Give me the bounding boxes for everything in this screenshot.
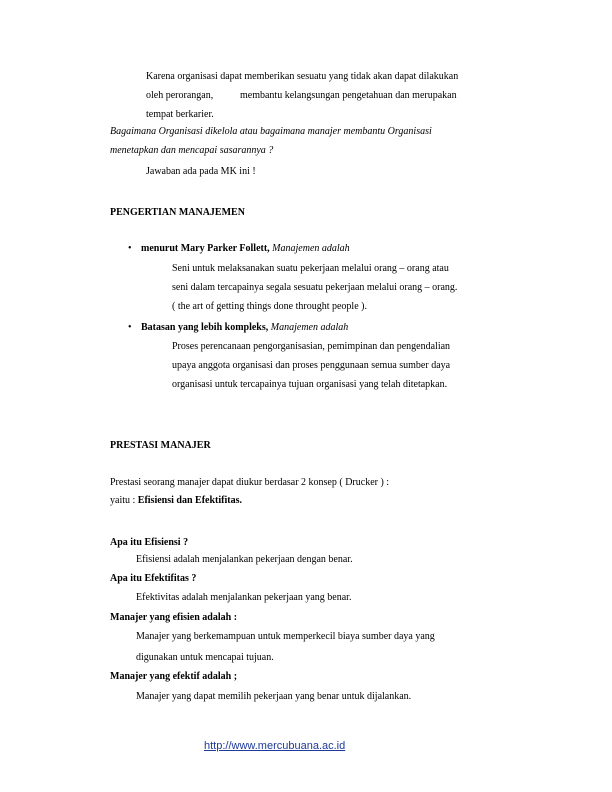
intro-answer: Jawaban ada pada MK ini ! — [146, 166, 256, 177]
prestasi-line-2 — [110, 495, 242, 507]
bullet-1-bold: menurut Mary Parker Follett, — [141, 243, 270, 254]
question-manajer-efisien: Manajer yang efisien adalah : — [110, 612, 238, 623]
bullet-2-title — [141, 322, 348, 334]
bullet-2-italic: Manajemen adalah — [270, 322, 349, 333]
prestasi-line-1: Prestasi seorang manajer dapat diukur berdasar 2 konsep ( Drucker ) : — [110, 477, 390, 488]
footer-website-link[interactable]: http://www.mercubuana.ac.id — [204, 740, 346, 752]
section-heading-prestasi: PRESTASI MANAJER — [110, 440, 211, 451]
answer-manajer-efisien-line-1: Manajer yang berkemampuan untuk memperkecil biaya sumber daya yang — [136, 631, 435, 642]
intro-line-2b: membantu kelangsungan pengetahuan dan merupakan — [240, 90, 457, 101]
intro-line-3: tempat berkarier. — [146, 109, 214, 120]
bullet-1-title — [141, 243, 350, 255]
bullet-2-line-1: Proses perencanaan pengorganisasian, pemimpinan dan pengendalian — [172, 341, 451, 352]
answer-manajer-efektif: Manajer yang dapat memilih pekerjaan yang benar untuk dijalankan. — [136, 691, 412, 702]
bullet-icon: • — [128, 322, 132, 333]
question-manajer-efektif: Manajer yang efektif adalah ; — [110, 671, 238, 682]
prestasi-line-2-prefix: yaitu : — [110, 495, 138, 506]
section-heading-pengertian: PENGERTIAN MANAJEMEN — [110, 207, 245, 218]
bullet-1-italic: Manajemen adalah — [272, 243, 350, 254]
bullet-1-line-3: ( the art of getting things done throught people ). — [172, 301, 367, 312]
intro-question-1: Bagaimana Organisasi dikelola atau bagaimana manajer membantu Organisasi — [110, 126, 432, 137]
bullet-2-bold: Batasan yang lebih kompleks, — [141, 322, 269, 333]
prestasi-line-2-bold: Efisiensi dan Efektifitas. — [137, 495, 242, 506]
bullet-1-line-2: seni dalam tercapainya segala sesuatu pekerjaan melalui orang – orang. — [172, 282, 458, 293]
intro-line-1: Karena organisasi dapat memberikan sesuatu yang tidak akan dapat dilakukan — [146, 71, 459, 82]
bullet-2-line-3: organisasi untuk tercapainya tujuan organisasi yang telah ditetapkan. — [172, 379, 448, 390]
intro-question-2: menetapkan dan mencapai sasarannya ? — [110, 145, 274, 156]
answer-efektifitas: Efektivitas adalah menjalankan pekerjaan yang benar. — [136, 592, 352, 603]
question-efektifitas: Apa itu Efektifitas ? — [110, 573, 197, 584]
answer-manajer-efisien-line-2: digunakan untuk mencapai tujuan. — [136, 652, 274, 663]
bullet-2-line-2: upaya anggota organisasi dan proses penggunaan semua sumber daya — [172, 360, 451, 371]
bullet-icon: • — [128, 243, 132, 254]
answer-efisiensi: Efisiensi adalah menjalankan pekerjaan dengan benar. — [136, 554, 353, 565]
intro-line-2a: oleh perorangan, — [146, 90, 214, 101]
bullet-1-line-1: Seni untuk melaksanakan suatu pekerjaan melalui orang – orang atau — [172, 263, 449, 274]
question-efisiensi: Apa itu Efisiensi ? — [110, 537, 189, 548]
